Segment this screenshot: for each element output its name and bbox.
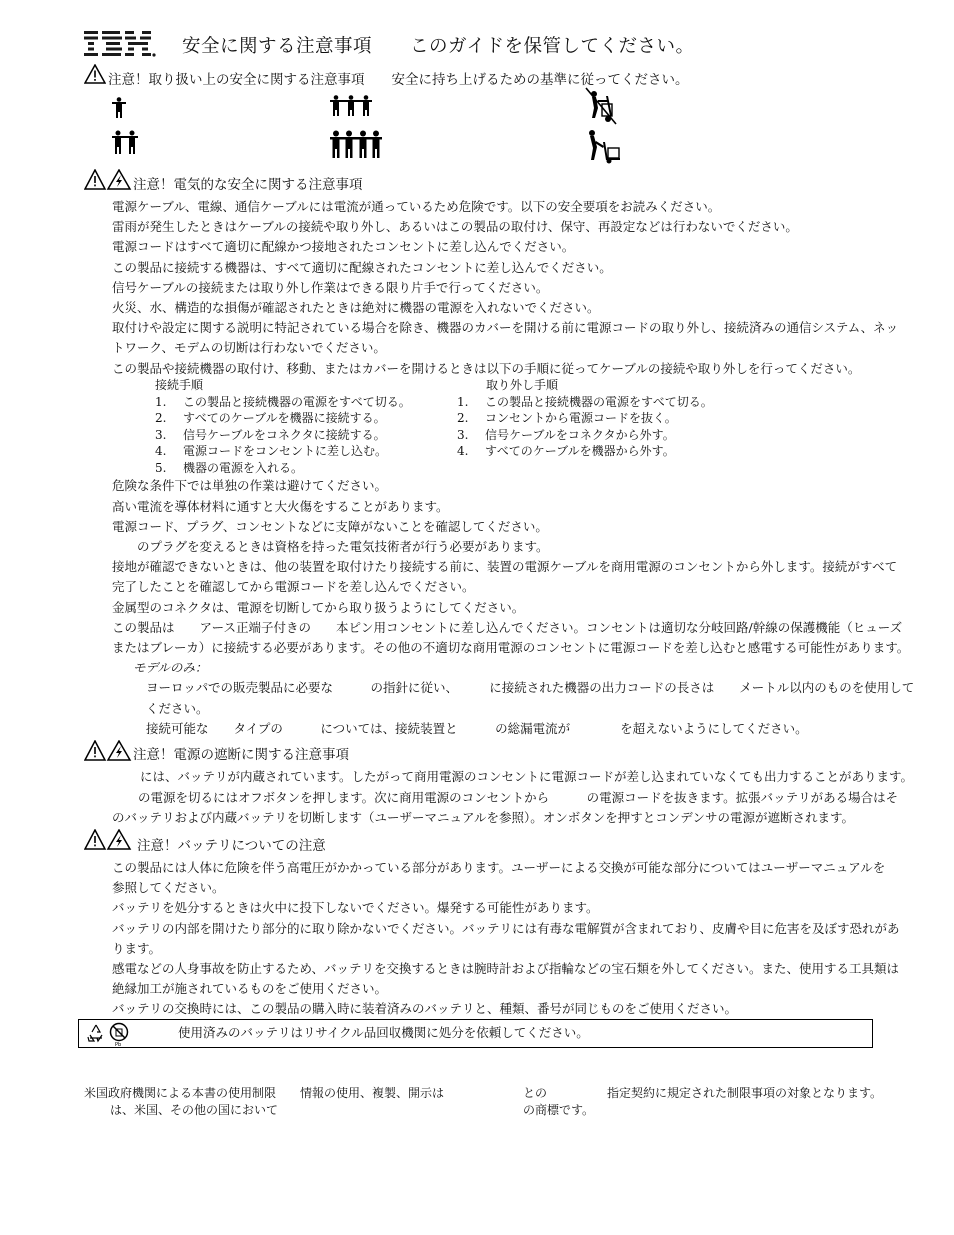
list-item: 3. 信号ケーブルをコネクタに接続する。 xyxy=(155,427,386,442)
electrical-line-8: トワーク、モデムの切断は行わないでください。 xyxy=(112,340,386,355)
battery-line-1: この製品には人体に危険を伴う高電圧がかかっている部分があります。ユーザーによる交換が可能な部分についてはユーザーマニュアルを xyxy=(112,860,886,875)
warning-triangle-icon xyxy=(84,64,106,88)
footer-line-1a: 米国政府機関による本書の使用制限 情報の使用、複製、開示は xyxy=(84,1086,445,1100)
battery-line-5: ります。 xyxy=(112,941,162,956)
battery-line-3: バッテリを処分するときは火中に投下しないでください。爆発する可能性があります。 xyxy=(112,900,599,915)
list-item: 4. 電源コードをコンセントに差し込む。 xyxy=(155,444,388,458)
list-item: 3. 信号ケーブルをコネクタから外す。 xyxy=(457,427,675,442)
electrical-line-3: 電源コードはすべて適切に配線かつ接地されたコンセントに差し込んでください。 xyxy=(112,239,575,254)
electric-shock-warning-icon xyxy=(84,829,132,854)
footer-line-1b: との xyxy=(523,1086,548,1100)
electrical-line-13: のプラグを変えるときは資格を持った電気技術者が行う必要があります。 xyxy=(112,539,549,554)
list-item: 5. 機器の電源を入れる。 xyxy=(155,460,304,475)
list-item: 2. すべてのケーブルを機器に接続する。 xyxy=(155,411,386,425)
electrical-line-6: 火災、水、構造的な損傷が確認されたときは絶対に機器の電源を入れないでください。 xyxy=(112,300,600,315)
power-cut-line-3: のバッテリおよび内蔵バッテリを切断します（ユーザーマニュアルを参照）。オンボタンを押すとコンデンサの電源が遮断されます。 xyxy=(112,810,855,825)
footer-line-1c: 指定契約に規定された制限事項の対象となります。 xyxy=(607,1086,883,1100)
electrical-line-16: 金属型のコネクタは、電源を切断してから取り扱うようにしてください。 xyxy=(112,600,525,615)
electrical-line-12: 電源コード、プラグ、コンセントなどに支障がないことを確認してください。 xyxy=(112,519,548,534)
electrical-line-4: この製品に接続する機器は、すべて適切に配線されたコンセントに差し込んでください。 xyxy=(112,260,612,275)
electrical-line-18: またはブレーカ）に接続する必要があります。その他の不適切な商用電源のコンセントに電源コードを差し込むと感電する可能性があります。 xyxy=(112,640,910,655)
ibm-logo xyxy=(84,30,156,62)
model-line-3: 接続可能な タイプの については、接続装置と の総漏電流が を超えないようにしてください。 xyxy=(146,721,808,736)
electric-shock-warning-icon xyxy=(84,169,132,194)
disconnect-title: 取り外し手順 xyxy=(486,378,559,392)
electrical-line-1: 電源ケーブル、電線、通信ケーブルには電流が通っているため危険です。以下の安全要項をお読みください。 xyxy=(112,199,721,214)
battery-line-8: バッテリの交換時には、この製品の購入時に装着済みのバッテリと、種類、番号が同じものをご使用ください。 xyxy=(112,1001,738,1016)
list-item: 2. コンセントから電源コードを抜く。 xyxy=(457,411,677,425)
svg-text:Pb: Pb xyxy=(115,1042,122,1046)
recycle-notice-text: 使用済みのバッテリはリサイクル品回収機関に処分を依頼してください。 xyxy=(178,1025,589,1040)
power-cut-line-1: には、バッテリが内蔵されています。したがって商用電源のコンセントに電源コードが差し込まれていなくても出力することがあります。 xyxy=(140,769,914,784)
power-cut-heading: 注意！電源の遮断に関する注意事項 xyxy=(133,747,349,763)
connect-title: 接続手順 xyxy=(155,378,204,392)
lifting-heading: 注意！取り扱い上の安全に関する注意事項 安全に持ち上げるための基準に従ってください。 xyxy=(108,72,689,88)
recycle-notice-box xyxy=(78,1019,873,1048)
no-disposal-icon xyxy=(109,1022,131,1050)
hand-truck-icon xyxy=(584,128,622,168)
one-person-lift-icon xyxy=(112,97,126,123)
battery-line-2: 参照してください。 xyxy=(112,880,225,895)
connect-procedure xyxy=(155,377,411,476)
battery-heading: 注意！バッテリについての注意 xyxy=(137,838,326,854)
electrical-line-10: 危険な条件下では単独の作業は避けてください。 xyxy=(112,478,388,493)
disconnect-procedure xyxy=(457,377,713,460)
recycle-icon xyxy=(87,1023,105,1047)
list-item: 1. この製品と接続機器の電源をすべて切る。 xyxy=(457,394,713,409)
electric-shock-warning-icon xyxy=(84,740,132,765)
no-hand-truck-icon xyxy=(584,86,618,130)
four-person-lift-icon xyxy=(330,130,382,164)
page-title: 安全に関する注意事項 このガイドを保管してください。 xyxy=(182,36,695,57)
battery-line-7: 絶縁加工が施されているものをご使用ください。 xyxy=(112,981,388,996)
electrical-line-5: 信号ケーブルの接続または取り外し作業はできる限り片手で行ってください。 xyxy=(112,280,549,295)
power-cut-line-2: の電源を切るにはオフボタンを押します。次に商用電源のコンセントから の電源コードを抜きます。拡張バッテリがある場合はそ xyxy=(138,790,899,805)
electrical-line-2: 雷雨が発生したときはケーブルの接続や取り外し、あるいはこの製品の取付け、保守、再設定などは行わないでください。 xyxy=(112,219,798,234)
list-item: 4. すべてのケーブルを機器から外す。 xyxy=(457,444,675,458)
model-only-label: モデルのみ： xyxy=(133,660,208,675)
electrical-line-11: 高い電流を導体材料に通すと大火傷をすることがあります。 xyxy=(112,499,449,514)
model-line-2: ください。 xyxy=(146,701,209,716)
footer-line-2b: の商標です。 xyxy=(523,1103,595,1117)
three-person-lift-icon xyxy=(330,95,372,121)
electrical-line-15: 完了したことを確認してから電源コードを差し込んでください。 xyxy=(112,579,475,594)
model-line-1: ヨーロッパでの販売製品に必要な の指針に従い、 に接続された機器の出力コードの長さは メートル以内のものを使用して xyxy=(146,680,915,695)
electrical-line-9: この製品や接続機器の取付け、移動、またはカバーを開けるときは以下の手順に従ってケーブルの接続や取り外しを行ってください。 xyxy=(112,361,861,376)
footer-line-2a: は、米国、その他の国において xyxy=(110,1103,279,1117)
electrical-line-7: 取付けや設定に関する説明に特記されている場合を除き、機器のカバーを開ける前に電源コードの取り外し、接続済みの通信システム、ネッ xyxy=(112,320,899,335)
battery-line-6: 感電などの人身事故を防止するため、バッテリを交換するときは腕時計および指輪などの宝石類を外してください。また、使用する工具類は xyxy=(112,961,900,976)
electrical-line-14: 接地が確認できないときは、他の装置を取付けたり接続する前に、装置の電源ケーブルを商用電源のコンセントから外します。接続がすべて xyxy=(112,559,898,574)
two-person-lift-icon xyxy=(112,130,138,160)
list-item: 1. この製品と接続機器の電源をすべて切る。 xyxy=(155,394,411,409)
electrical-line-17: この製品は アース正端子付きの 本ピン用コンセントに差し込んでください。コンセントは適切な分岐回路/幹線の保護機能（ヒューズ xyxy=(112,620,903,635)
battery-line-4: バッテリの内部を開けたり部分的に取り除かないでください。バッテリには有毒な電解質が含まれており、皮膚や目に危害を及ぼす恐れがあ xyxy=(112,921,900,936)
electrical-heading: 注意！電気的な安全に関する注意事項 xyxy=(133,177,363,193)
